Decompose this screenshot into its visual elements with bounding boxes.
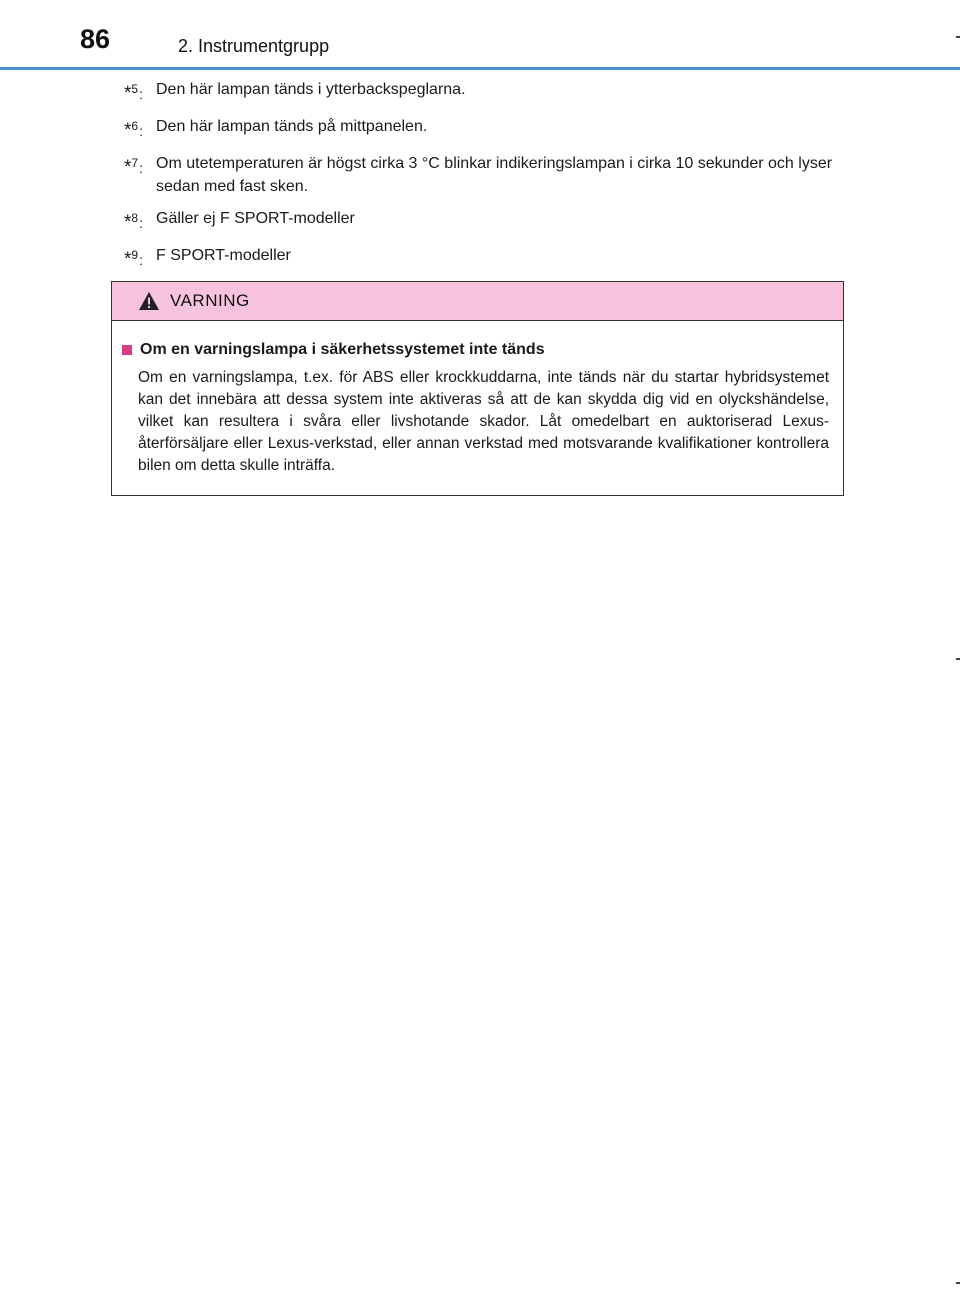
footnote-marker: *$^8$: (124, 211, 143, 233)
footnote-text: Gäller ej F SPORT-modeller (156, 210, 355, 227)
footnote-item (124, 244, 844, 272)
page-number: 86 (80, 24, 111, 54)
footnote-marker: *$^7$: (124, 156, 143, 178)
footnote-item (124, 115, 844, 143)
footnote-item (124, 78, 844, 106)
warning-header (112, 282, 843, 321)
footnote-text: Den här lampan tänds på mittpanelen. (156, 118, 428, 135)
warning-triangle-icon (138, 291, 160, 311)
warning-box (111, 281, 844, 496)
warning-body (112, 321, 843, 477)
warning-label: VARNING (170, 291, 250, 310)
footnote-item (124, 152, 844, 198)
edge-tick (956, 658, 960, 660)
footnote-text: Om utetemperaturen är högst cirka 3 °C blinkar indikeringslampan i cirka 10 sekunder och lyser sedan med fast sken. (156, 155, 833, 195)
footnote-item (124, 207, 844, 235)
footnote-marker: *$^9$: (124, 248, 143, 270)
footnote-marker: *$^5$: (124, 82, 143, 104)
warning-text: Om en varningslampa, t.ex. för ABS eller krockkuddarna, inte tänds när du startar hybridsystemet kan det innebära att dessa system inte aktiveras så att de kan skydda dig vid en olyckshändelse, vilket kan resultera i svåra eller livshotande skador. Låt omedelbart en auktoriserad Lexus-återförsäljare eller Lexus-verkstad, eller annan verkstad med motsvarande kvalifikationer kontrollera bilen om detta skulle inträffa. (138, 369, 829, 474)
footnote-list (124, 78, 844, 281)
chapter-title: 2. Instrumentgrupp (178, 36, 330, 56)
warning-subheading (122, 341, 829, 359)
edge-tick (956, 1282, 960, 1284)
header-rule (0, 67, 960, 70)
bullet-square-icon (122, 345, 132, 355)
edge-tick (956, 36, 960, 38)
warning-subheading-text: Om en varningslampa i säkerhetssystemet inte tänds (140, 341, 545, 358)
footnote-marker: *$^6$: (124, 119, 143, 141)
footnote-text: Den här lampan tänds i ytterbackspeglarna. (156, 81, 466, 98)
footnote-text: F SPORT-modeller (156, 247, 291, 264)
